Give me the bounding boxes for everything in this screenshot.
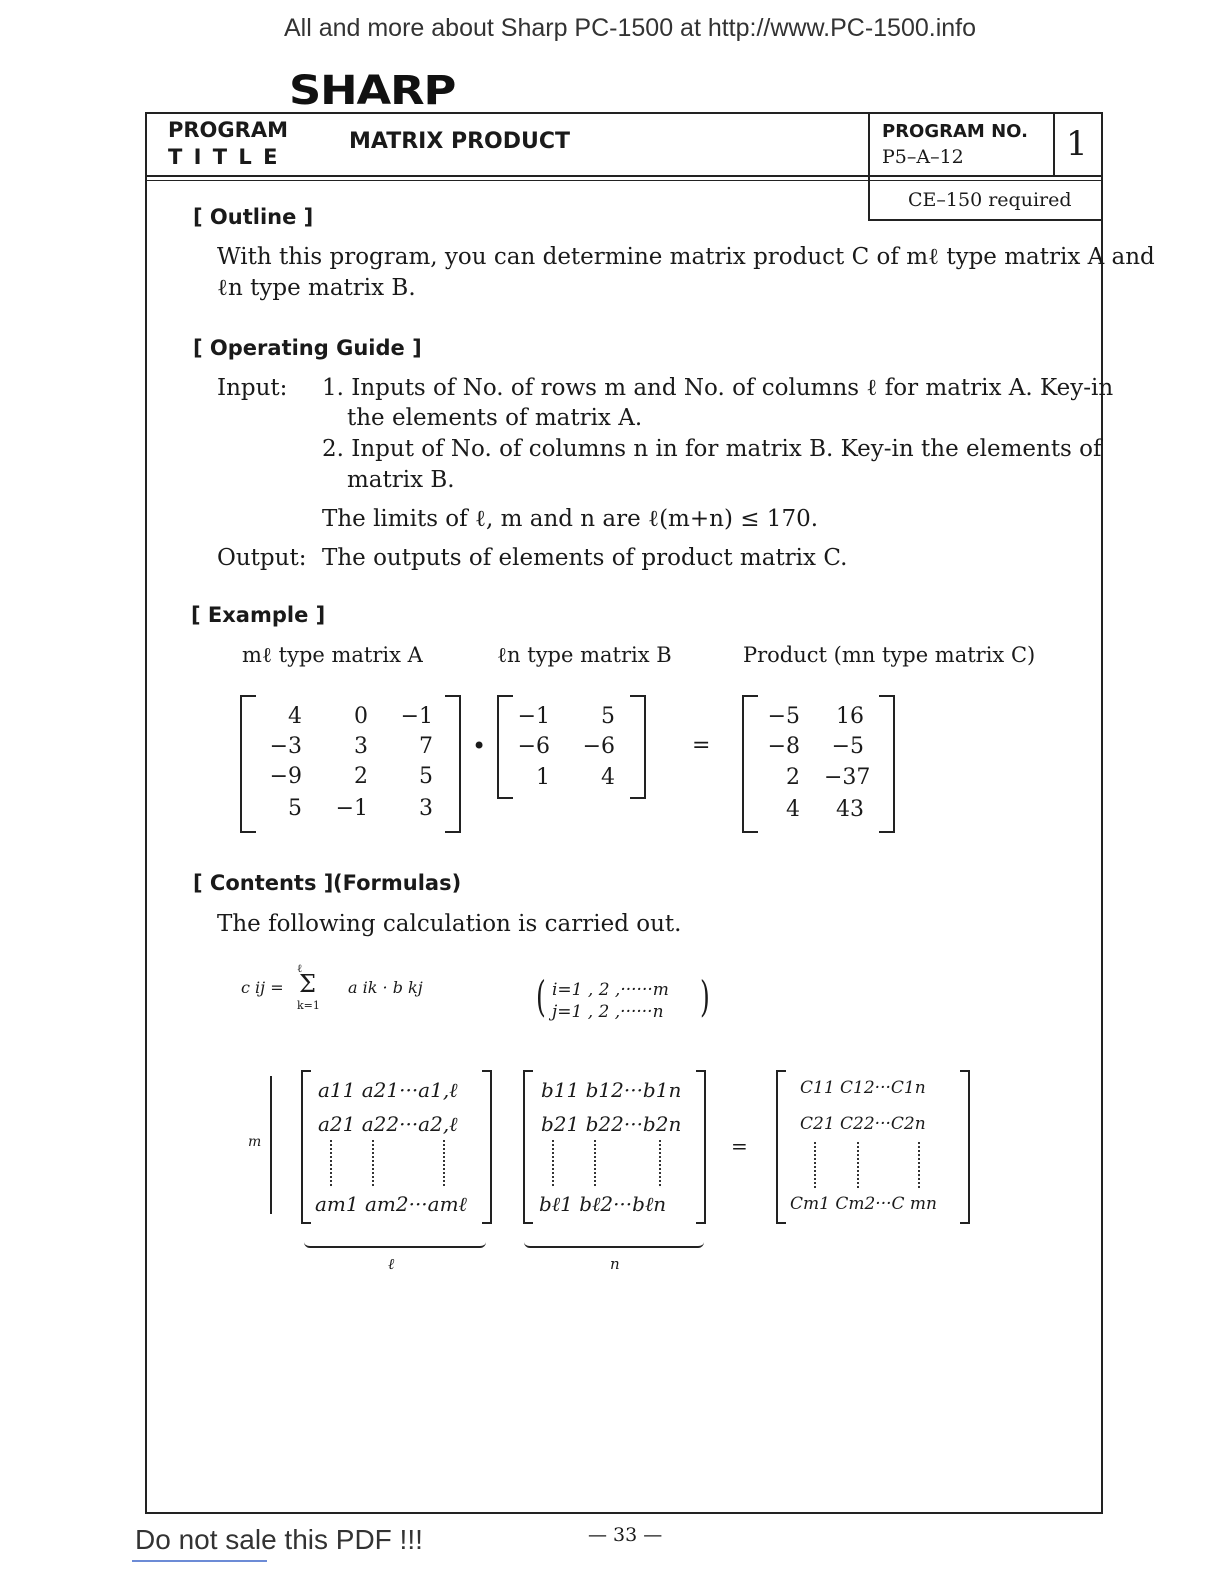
gen-a-row: am1 am2···amℓ xyxy=(315,1192,467,1216)
guide-heading: [ Operating Guide ] xyxy=(193,336,422,360)
gen-b-bracket-left xyxy=(523,1070,533,1224)
gen-c-row: C21 C22···C2n xyxy=(800,1114,926,1134)
matrix-b-bracket-right xyxy=(630,695,646,799)
formula-lhs: c ij = xyxy=(241,978,284,997)
range-j: j=1 , 2 ,······n xyxy=(552,1002,664,1022)
gen-a-row: a11 a21···a1,ℓ xyxy=(318,1078,458,1102)
m-brace xyxy=(270,1076,282,1214)
matrix-c-label: Product (mn type matrix C) xyxy=(743,643,1036,667)
page-number: — 33 — xyxy=(588,1524,663,1546)
program-no-label: PROGRAM NO. xyxy=(882,121,1028,142)
matrix-b-cell: 4 xyxy=(601,765,615,790)
gen-c-bracket-left xyxy=(776,1070,786,1224)
matrix-a-cell: 7 xyxy=(419,734,433,759)
matrix-b-cell: −6 xyxy=(582,734,615,759)
range-paren-left: ( xyxy=(536,972,546,1021)
gen-b-bracket-right xyxy=(696,1070,706,1224)
sigma-symbol: Σ xyxy=(299,970,316,998)
matrix-b-cell: 1 xyxy=(536,765,550,790)
matrix-b-cell: −1 xyxy=(517,704,550,729)
matrix-a-label: mℓ type matrix A xyxy=(242,643,423,667)
guide-limits: The limits of ℓ, m and n are ℓ(m+n) ≤ 170. xyxy=(322,506,819,532)
gen-b-dots xyxy=(659,1140,663,1186)
matrix-b-cell: −6 xyxy=(517,734,550,759)
gen-c-dots xyxy=(857,1142,861,1188)
gen-a-dots xyxy=(443,1140,447,1186)
gen-c-row: C11 C12···C1n xyxy=(800,1078,926,1098)
gen-c-row: Cm1 Cm2···C mn xyxy=(790,1194,937,1214)
matrix-a-bracket-left xyxy=(240,695,256,833)
matrix-c-cell: −8 xyxy=(767,734,800,759)
matrix-c-cell: 2 xyxy=(786,765,800,790)
footer-underline xyxy=(132,1560,267,1562)
under-brace-b-label: n xyxy=(610,1255,620,1273)
matrix-b-label: ℓn type matrix B xyxy=(497,643,672,667)
range-i: i=1 , 2 ,······m xyxy=(552,980,669,1000)
under-brace-a-label: ℓ xyxy=(388,1255,395,1273)
contents-heading: [ Contents ] xyxy=(193,871,334,895)
matrix-a-cell: 5 xyxy=(288,796,302,821)
equals-sign: = xyxy=(692,733,711,758)
guide-item-2a: 2. Input of No. of columns n in for matrix B. Key-in the elements of xyxy=(322,436,1102,462)
matrix-a-cell: −9 xyxy=(269,764,302,789)
matrix-c-cell: −5 xyxy=(831,734,864,759)
gen-equals: = xyxy=(731,1134,748,1158)
sharp-logo: SHARP xyxy=(289,68,456,114)
program-title-label: PROGRAM xyxy=(168,118,288,142)
program-title-label-2: T I T L E xyxy=(168,145,280,169)
guide-item-1b: the elements of matrix A. xyxy=(347,405,643,431)
matrix-a-cell: 3 xyxy=(419,796,433,821)
example-heading: [ Example ] xyxy=(191,603,326,627)
contents-text: The following calculation is carried out. xyxy=(217,911,682,937)
gen-a-bracket-right xyxy=(482,1070,492,1224)
outline-line-2: ℓn type matrix B. xyxy=(217,275,416,301)
gen-a-dots xyxy=(330,1140,334,1186)
program-no-divider xyxy=(868,112,870,220)
gen-c-bracket-right xyxy=(960,1070,970,1224)
page-index: 1 xyxy=(1066,124,1088,164)
guide-item-2b: matrix B. xyxy=(347,467,455,493)
matrix-a-cell: 5 xyxy=(419,764,433,789)
matrix-a-bracket-right xyxy=(445,695,461,833)
matrix-c-bracket-right xyxy=(879,695,895,833)
matrix-c-cell: −5 xyxy=(767,704,800,729)
formulas-subheading: (Formulas) xyxy=(333,871,462,895)
matrix-a-cell: 2 xyxy=(354,764,368,789)
matrix-a-cell: −3 xyxy=(269,734,302,759)
output-label: Output: xyxy=(217,545,307,571)
matrix-a-cell: 3 xyxy=(354,734,368,759)
gen-c-dots xyxy=(918,1142,922,1188)
matrix-c-cell: −37 xyxy=(824,765,871,790)
matrix-c-cell: 43 xyxy=(836,797,864,822)
sigma-upper: ℓ xyxy=(297,962,303,975)
under-brace-a xyxy=(304,1238,486,1248)
gen-a-dots xyxy=(372,1140,376,1186)
site-header-link[interactable]: All and more about Sharp PC-1500 at http://www.PC-1500.info xyxy=(283,14,977,42)
title-divider xyxy=(145,175,1103,177)
dot-operator: • xyxy=(472,732,487,760)
matrix-a-cell: −1 xyxy=(400,704,433,729)
requirement-note: CE–150 required xyxy=(908,189,1072,211)
gen-c-dots xyxy=(814,1142,818,1188)
gen-b-dots xyxy=(552,1140,556,1186)
program-no: P5–A–12 xyxy=(882,146,964,168)
program-title: MATRIX PRODUCT xyxy=(349,129,571,154)
matrix-a-cell: 4 xyxy=(288,704,302,729)
matrix-b-cell: 5 xyxy=(601,704,615,729)
matrix-c-bracket-left xyxy=(742,695,758,833)
sigma-lower: k=1 xyxy=(297,999,320,1012)
input-label: Input: xyxy=(217,375,288,401)
under-brace-b xyxy=(524,1238,704,1248)
outline-heading: [ Outline ] xyxy=(193,205,314,229)
gen-a-bracket-left xyxy=(301,1070,311,1224)
page-index-divider xyxy=(1053,112,1055,176)
range-paren-right: ) xyxy=(700,972,710,1021)
outline-line-1: With this program, you can determine matrix product C of mℓ type matrix A and xyxy=(217,244,1155,270)
matrix-a-cell: 0 xyxy=(354,704,368,729)
gen-b-row: b21 b22···b2n xyxy=(541,1112,682,1136)
output-text: The outputs of elements of product matrix C. xyxy=(322,545,848,571)
m-label: m xyxy=(248,1134,262,1150)
gen-a-row: a21 a22···a2,ℓ xyxy=(318,1112,458,1136)
requirement-divider xyxy=(868,219,1103,221)
footer-note: Do not sale this PDF !!! xyxy=(135,1524,423,1555)
formula-rhs: a ik · b kj xyxy=(348,978,423,997)
gen-b-dots xyxy=(594,1140,598,1186)
title-divider-2 xyxy=(145,180,1103,181)
gen-b-row: bℓ1 bℓ2···bℓn xyxy=(539,1192,667,1216)
matrix-c-cell: 16 xyxy=(836,704,864,729)
guide-item-1a: 1. Inputs of No. of rows m and No. of columns ℓ for matrix A. Key-in xyxy=(322,375,1114,401)
matrix-a-cell: −1 xyxy=(335,796,368,821)
matrix-c-cell: 4 xyxy=(786,797,800,822)
gen-b-row: b11 b12···b1n xyxy=(541,1078,682,1102)
